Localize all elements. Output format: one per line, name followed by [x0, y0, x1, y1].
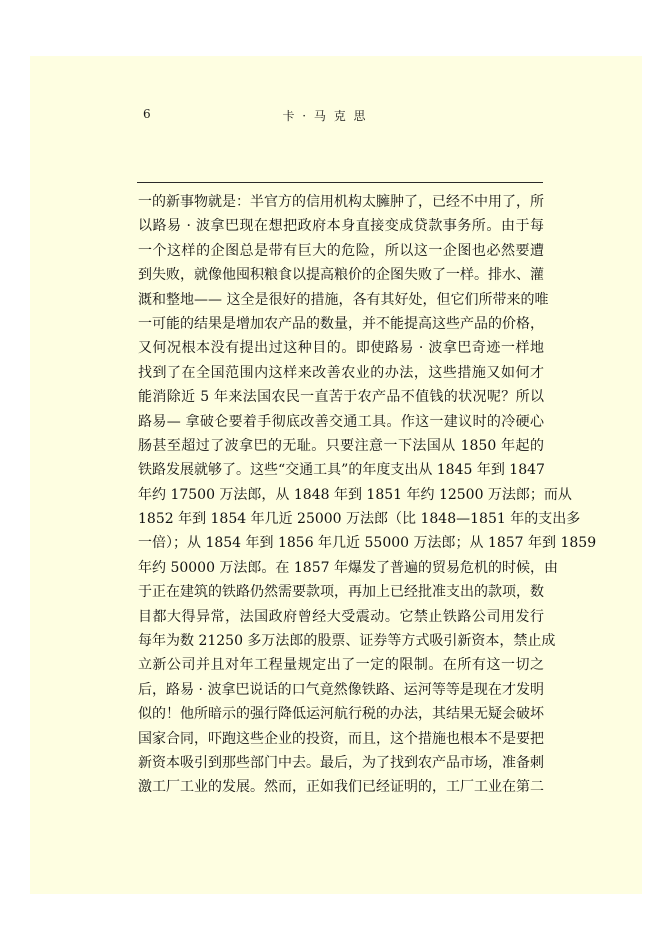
text-line: 一个这样的企图总是带有巨大的危险，所以这一企图也必然要遭: [138, 242, 544, 259]
text-line: 一的新事物就是：半官方的信用机构太臃肿了，已经不中用了，所: [138, 194, 544, 210]
running-title: 卡 · 马 克 思: [282, 109, 368, 123]
text-line: 找到了在全国范围内这样来改善农业的办法，这些措施又如何才: [138, 364, 544, 381]
text-line: 立新公司并且对年工程量规定出了一定的限制。在所有这一切之: [138, 657, 544, 674]
text-line: 一可能的结果是增加农产品的数量，并不能提高这些产品的价格，: [138, 315, 544, 332]
text-line: 到失败，就像他囤积粮食以提高粮价的企图失败了一样。排水、灌: [138, 267, 544, 284]
page-number: 6: [143, 107, 151, 121]
text-line: 又何况根本没有提出过这种目的。即使路易 · 波拿巴奇迹一样地: [138, 340, 544, 357]
text-line: 似的！他所暗示的强行降低运河航行税的办法，其结果无疑会破坏: [138, 706, 544, 723]
text-line: 能消除近 5 年来法国农民一直苦于农产品不值钱的状况呢？所以: [138, 389, 544, 406]
header-rule: [137, 182, 543, 183]
text-line: 以路易 · 波拿巴现在想把政府本身直接变成贷款事务所。由于每: [138, 218, 544, 235]
text-line: 肠甚至超过了波拿巴的无耻。只要注意一下法国从 1850 年起的: [138, 437, 544, 454]
text-line: 溉和整地—— 这全是很好的措施，各有其好处，但它们所带来的唯: [138, 291, 549, 308]
text-line: 目都大得异常，法国政府曾经大受震动。它禁止铁路公司用发行: [138, 608, 544, 625]
page-header: [107, 105, 543, 125]
text-line: 1852 年到 1854 年几近 25000 万法郎（比 1848—1851 年的支出多: [138, 511, 581, 528]
text-line: 新资本吸引到那些部门中去。最后，为了找到农产品市场，准备刺: [138, 754, 544, 771]
text-line: 国家合同，吓跑这些企业的投资，而且，这个措施也根本不是要把: [138, 730, 544, 747]
text-line: 铁路发展就够了。这些“交通工具”的年度支出从 1845 年到 1847: [138, 462, 545, 479]
text-line: 每年为数 21250 多万法郎的股票、证券等方式吸引新资本，禁止成: [138, 633, 556, 650]
text-line: 年约 50000 万法郎。在 1857 年爆发了普遍的贸易危机的时候，由: [138, 559, 558, 576]
text-line: 路易— 拿破仑要着手彻底改善交通工具。作这一建议时的冷硬心: [138, 413, 544, 430]
body-text: [138, 190, 597, 800]
text-line: 后，路易 · 波拿巴说话的口气竟然像铁路、运河等等是现在才发明: [138, 681, 544, 698]
text-line: 年约 17500 万法郎，从 1848 年到 1851 年约 12500 万法郎；而从: [138, 486, 572, 503]
text-line: 激工厂工业的发展。然而，正如我们已经证明的，工厂工业在第二: [138, 779, 544, 796]
text-line: 一倍）；从 1854 年到 1856 年几近 55000 万法郎；从 1857 年到 1859: [138, 535, 597, 552]
text-line: 于正在建筑的铁路仍然需要款项，再加上已经批准支出的款项，数: [138, 584, 544, 601]
